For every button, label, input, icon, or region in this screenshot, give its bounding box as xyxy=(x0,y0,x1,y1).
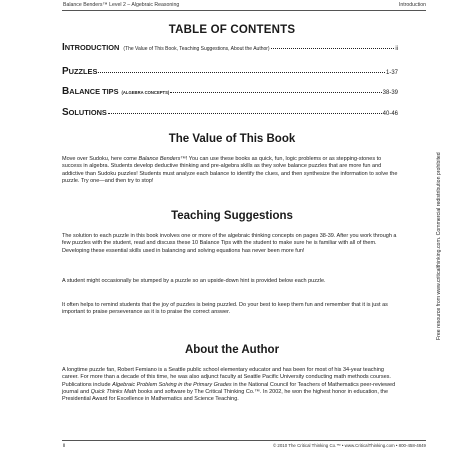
toc-leader xyxy=(98,72,385,73)
toc-entry-lead: P xyxy=(62,66,69,77)
publication-emphasis: Quick Thinks Math xyxy=(90,388,137,395)
teaching-paragraph-2: A student might occasionally be stumped by a puzzle so an upside-down hint is provided below each puzzle. xyxy=(62,278,326,284)
publication-emphasis: Algebraic Problem Solving in the Primary Grades xyxy=(112,381,232,388)
footer-copyright: © 2010 The Critical Thinking Co.™ • www.CriticalThinking.com • 800-458-4849 xyxy=(272,443,426,448)
page-number: ii xyxy=(63,443,66,449)
section-title-value: The Value of This Book xyxy=(168,133,296,145)
toc-entry-puzzles xyxy=(62,66,398,80)
running-head-left: Balance Benders™ Level 2 – Algebraic Reasoning xyxy=(63,2,180,8)
text-run: Move over Sudoku, here come xyxy=(62,156,139,162)
header-rule xyxy=(62,10,426,11)
toc-entry-lead: S xyxy=(62,107,69,118)
toc-entry-solutions xyxy=(62,107,398,121)
toc-entry-note: (The Value of This Book, Teaching Suggestions, About the Author) xyxy=(123,46,270,52)
toc-entry-lead: B xyxy=(62,86,70,97)
toc-leader xyxy=(271,48,395,49)
footer-rule xyxy=(62,440,426,441)
running-head-right: Introduction xyxy=(398,2,426,8)
teaching-paragraph-1: The solution to each puzzle in this book involves one or more of the algebraic thinking concepts on pages 38-39. After you work through a few puzzles with the student, read and discuss these 10 Balance Tips with the student to make sure he is familiar with all of them. Developing these essential skills used in balancing and solving equations has never been more fun! xyxy=(62,233,397,254)
section-title-teaching: Teaching Suggestions xyxy=(171,210,293,222)
toc-entry-label: ALANCE TIPS xyxy=(69,87,119,96)
toc-title: TABLE OF CONTENTS xyxy=(168,24,296,36)
text-run: in the National Council for Teachers of Mathematics peer-reviewed journal and xyxy=(62,381,396,395)
text-run: books and software by The Critical Thinking Co.™. In 2002, he won the highest honor in education, the Presidential Award for Excellence in Mathematics and Science Teaching. xyxy=(62,388,389,403)
toc-leader xyxy=(108,113,382,114)
toc-entry-label: NTRODUCTION xyxy=(64,43,120,52)
section-title-author: About the Author xyxy=(184,344,280,356)
text-run: A longtime puzzle fan, Robert Femiano is a Seattle public school elementary educator and has been for most of his 34-year teaching career. For more than a decade of this time, he was also adjunct faculty at Seattle Pacific University conducting math methods courses. Publications include xyxy=(62,367,391,388)
toc-entry-introduction xyxy=(62,42,398,56)
toc-entry-page: 38-39 xyxy=(382,90,398,96)
toc-entry-note: (ALGEBRA CONCEPTS) xyxy=(121,90,170,95)
toc-entry-label: OLUTIONS xyxy=(68,108,107,117)
toc-entry-balance-tips xyxy=(62,86,398,100)
value-paragraph xyxy=(62,156,402,185)
author-paragraph xyxy=(62,367,402,403)
teaching-paragraph-3: It often helps to remind students that the joy of puzzles is being puzzled. Do your best to keep them fun and remember that it is just as important to praise perseverance as it is to praise the correct answer. xyxy=(62,302,388,316)
toc-entry-lead: I xyxy=(62,42,65,53)
toc-entry-page: ii xyxy=(395,46,398,52)
text-run: ™! You can use these books as quick, fun, logic problems or as stepping-stones to success in algebra. Students develop deductive thinking and pre-algebra skills as they solve balance puzzles that are more fun and addictive than Sudoku puzzles! Students must analyze each balance to identify the clues, and then synthesize the information to solve the puzzle. Try one—and then try to stop! xyxy=(62,156,398,184)
toc-entry-page: 1-37 xyxy=(385,70,398,76)
book-title-emphasis: Balance Benders xyxy=(138,156,181,162)
toc-entry-page: 40-46 xyxy=(382,111,398,117)
redistribution-notice: Free resource from www.criticalthinking.com. Commercial redistribution prohibited xyxy=(436,152,442,340)
toc-entry-label: UZZLES xyxy=(68,67,98,76)
toc-leader xyxy=(170,92,381,93)
